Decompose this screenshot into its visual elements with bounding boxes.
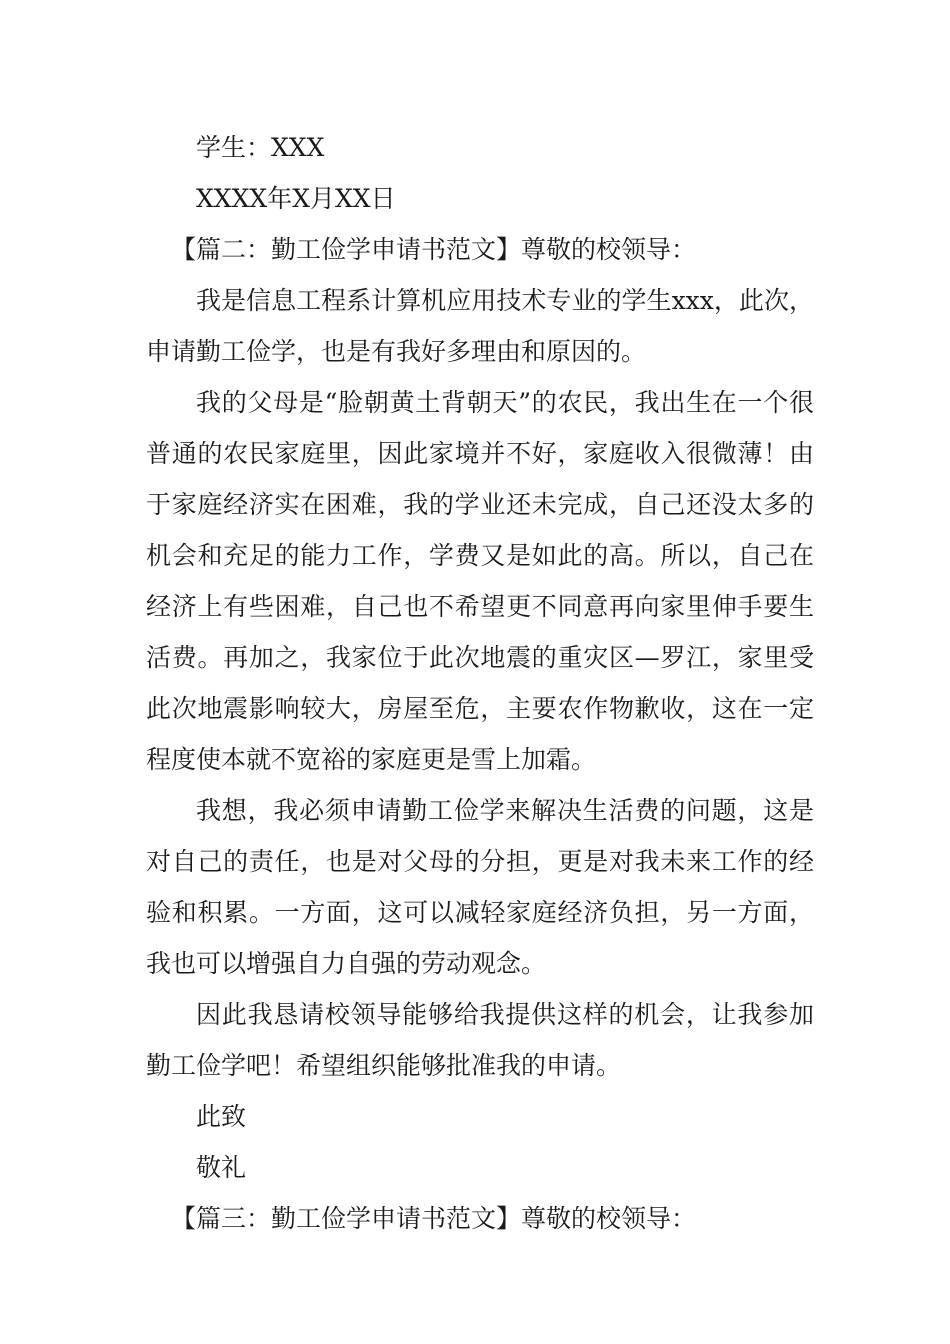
section-two-heading: 【篇二：勤工俭学申请书范文】尊敬的校领导： bbox=[171, 235, 697, 264]
closing-jingli: 敬礼 bbox=[196, 1153, 247, 1182]
signature-date: XXXX年X月XX日 bbox=[196, 184, 396, 213]
paragraph-family-background: 我的父母是“脸朝黄土背朝天”的农民，我出生在一个很普通的农民家庭里，因此家境并不好，家庭收入很微薄！由于家庭经济实在困难，我的学业还未完成，自己还没太多的机会和充足的能力工作，学费又是如此的高。所以，自己在经济上有些困难，自己也不希望更不同意再向家里伸手要生活费。再加之，我家位于此次地震的重灾区—罗江，家里受此次地震影响较大，房屋至危，主要农作物歉收，这在一定程度使本就不宽裕的家庭更是雪上加霜。 bbox=[146, 388, 814, 774]
closing-cizhi: 此致 bbox=[196, 1102, 247, 1131]
paragraph-intro: 我是信息工程系计算机应用技术专业的学生xxx，此次，申请勤工俭学，也是有我好多理由和原因的。 bbox=[146, 286, 814, 366]
document-body bbox=[146, 122, 814, 1244]
signature-student: 学生：XXX bbox=[196, 133, 325, 162]
paragraph-reasons: 我想，我必须申请勤工俭学来解决生活费的问题，这是对自己的责任，也是对父母的分担，更是对我未来工作的经验和积累。一方面，这可以减轻家庭经济负担，另一方面，我也可以增强自力自强的劳动观念。 bbox=[146, 796, 814, 978]
paragraph-request: 因此我恳请校领导能够给我提供这样的机会，让我参加勤工俭学吧！希望组织能够批准我的申请。 bbox=[146, 1000, 814, 1080]
section-three-heading: 【篇三：勤工俭学申请书范文】尊敬的校领导： bbox=[171, 1204, 697, 1233]
